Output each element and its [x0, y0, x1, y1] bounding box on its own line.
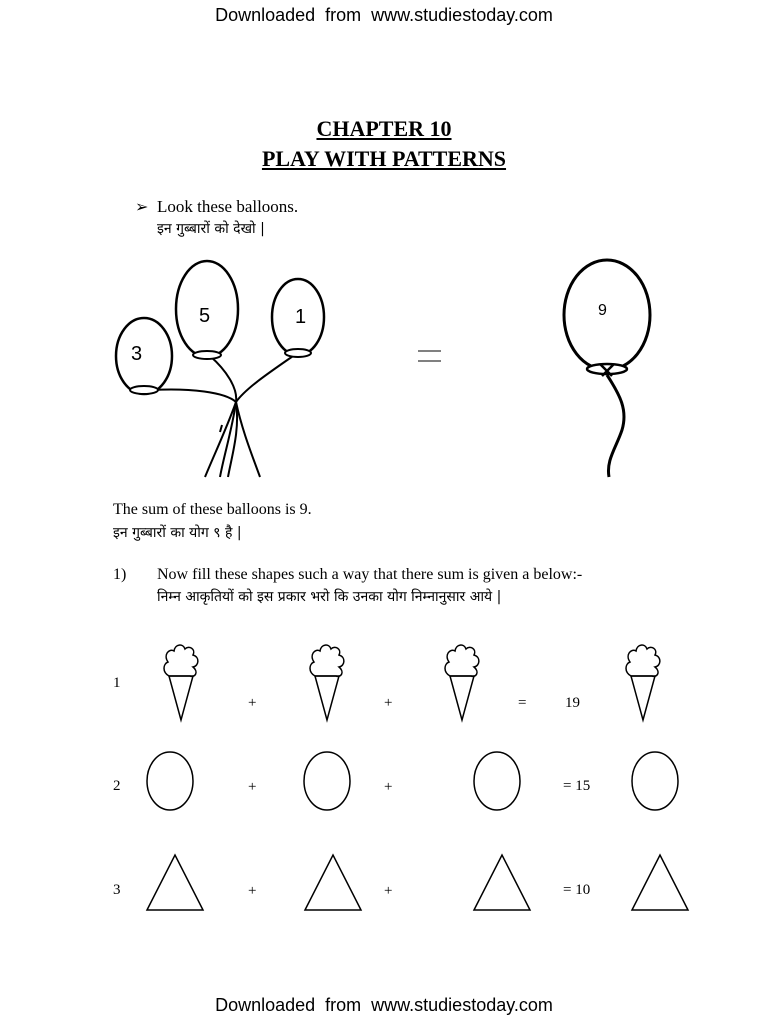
- triangle-icon[interactable]: [147, 855, 203, 910]
- intro-english: Look these balloons.: [157, 197, 299, 216]
- plus-sign: +: [248, 883, 257, 899]
- chapter-title: PLAY WITH PATTERNS: [261, 146, 507, 171]
- ice-cream-cone-icon: [164, 645, 198, 720]
- balloon-9: [564, 260, 650, 477]
- plus-sign: +: [384, 779, 393, 795]
- equals-sign: =: [518, 695, 527, 711]
- task-english: Now fill these shapes such a way that there sum is given a below:-: [157, 566, 583, 583]
- ice-cream-cone-icon: [626, 645, 660, 720]
- ice-cream-cone-icon: [445, 645, 479, 720]
- row-label-2: 2: [113, 778, 121, 794]
- oval-icon[interactable]: [632, 752, 678, 810]
- task-number: 1): [113, 566, 127, 583]
- page-header: Downloaded from www.studiestoday.com: [215, 5, 553, 25]
- page-footer: Downloaded from www.studiestoday.com: [215, 995, 553, 1015]
- row-label-1: 1: [113, 675, 121, 691]
- balloon-number-1: 1: [295, 306, 307, 328]
- chapter-number: CHAPTER 10: [316, 116, 452, 141]
- balloon-3: [116, 318, 172, 394]
- balloon-strings: [152, 354, 296, 477]
- sum-hindi: इन गुब्बारों का योग ९ है |: [113, 525, 242, 541]
- triangle-icon[interactable]: [474, 855, 530, 910]
- balloon-number-9: 9: [598, 302, 607, 319]
- plus-sign: +: [248, 779, 257, 795]
- oval-icon[interactable]: [474, 752, 520, 810]
- bullet-arrow: ➢: [135, 199, 149, 216]
- row-sum-1: 19: [565, 695, 580, 711]
- plus-sign: +: [248, 695, 257, 711]
- oval-icon[interactable]: [304, 752, 350, 810]
- task-hindi: निम्न आकृतियों को इस प्रकार भरो कि उनका योग निम्नानुसार आये |: [157, 589, 502, 605]
- triangle-icon[interactable]: [305, 855, 361, 910]
- balloon-number-5: 5: [199, 305, 211, 327]
- row-sum-2: = 15: [563, 778, 591, 794]
- oval-icon[interactable]: [147, 752, 193, 810]
- plus-sign: +: [384, 695, 393, 711]
- sum-english: The sum of these balloons is 9.: [113, 501, 312, 518]
- equals-sign: [418, 351, 441, 361]
- row-sum-3: = 10: [563, 882, 591, 898]
- row-label-3: 3: [113, 882, 121, 898]
- plus-sign: +: [384, 883, 393, 899]
- triangle-icon[interactable]: [632, 855, 688, 910]
- balloon-number-3: 3: [131, 343, 143, 365]
- intro-hindi: इन गुब्बारों को देखो |: [157, 221, 265, 237]
- ice-cream-cone-icon: [310, 645, 344, 720]
